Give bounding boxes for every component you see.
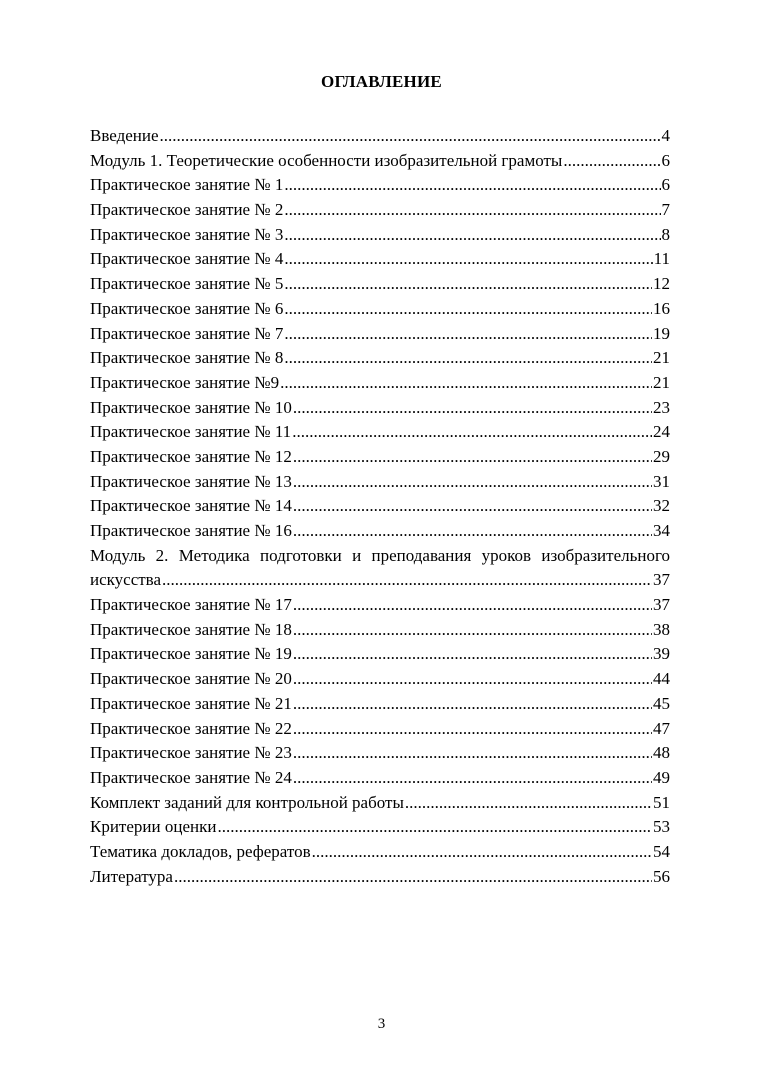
toc-leader-dots	[563, 149, 660, 174]
toc-entry[interactable]	[90, 642, 670, 667]
toc-entry-label: Практическое занятие № 21	[90, 693, 292, 713]
toc-entry-label: Практическое занятие № 8	[90, 348, 284, 368]
toc-entry[interactable]	[90, 396, 670, 421]
toc-entry-page: 45	[653, 693, 670, 713]
toc-entry[interactable]	[90, 667, 670, 692]
toc-entry-page: 37	[653, 595, 670, 615]
toc-leader-dots	[293, 642, 652, 667]
toc-entry[interactable]	[90, 494, 670, 519]
toc-leader-dots	[293, 766, 652, 791]
toc-entry-page: 4	[661, 126, 670, 145]
toc-leader-dots	[292, 420, 652, 445]
toc-entry-label: Практическое занятие № 7	[90, 323, 284, 343]
toc-entry-page: 32	[653, 496, 670, 516]
toc-entry[interactable]	[90, 766, 670, 791]
toc-leader-dots	[162, 568, 652, 593]
toc-entry-label: Практическое занятие № 22	[90, 718, 292, 738]
toc-entry[interactable]	[90, 865, 670, 890]
toc-entry[interactable]	[90, 272, 670, 297]
toc-entry-label: Модуль 1. Теоретические особенности изобразительной грамоты	[90, 150, 563, 170]
toc-leader-dots	[293, 692, 652, 717]
toc-entry-page: 19	[653, 323, 670, 343]
toc-entry[interactable]	[90, 124, 670, 149]
toc-entry[interactable]	[90, 173, 670, 198]
toc-leader-dots	[174, 865, 652, 890]
toc-leader-dots	[284, 247, 652, 272]
toc-entry-page: 11	[653, 249, 670, 269]
toc-entry[interactable]	[90, 519, 670, 544]
toc-leader-dots	[160, 124, 661, 149]
toc-entry-label: Практическое занятие № 1	[90, 175, 284, 195]
toc-entry-page: 48	[653, 743, 670, 763]
toc-leader-dots	[284, 346, 652, 371]
toc-entry-page: 29	[653, 446, 670, 466]
toc-entry-page: 38	[653, 619, 670, 639]
toc-entry[interactable]	[90, 297, 670, 322]
toc-leader-dots	[293, 717, 652, 742]
toc-entry-page: 56	[653, 866, 670, 886]
toc-leader-dots	[217, 815, 652, 840]
toc-entry-page: 31	[653, 471, 670, 491]
toc-entry-page: 21	[653, 372, 670, 392]
toc-entry-label: Практическое занятие № 24	[90, 767, 292, 787]
page-number: 3	[377, 1016, 386, 1032]
toc-entry-label: Критерии оценки	[90, 817, 217, 837]
toc-entry-label: Тематика докладов, рефератов	[90, 841, 311, 861]
toc-entry-page: 49	[653, 767, 670, 787]
toc-entry-page: 7	[661, 200, 670, 220]
toc-leader-dots	[284, 223, 660, 248]
toc-entry-page: 6	[661, 175, 670, 195]
toc-leader-dots	[293, 667, 652, 692]
toc-entry[interactable]	[90, 692, 670, 717]
toc-entry-page: 16	[653, 298, 670, 318]
toc-entry-label: Практическое занятие № 3	[90, 224, 284, 244]
toc-entry[interactable]	[90, 346, 670, 371]
toc-entry-page: 12	[653, 274, 670, 294]
toc-entry-label: Практическое занятие № 16	[90, 521, 292, 540]
toc-entry-label: Практическое занятие № 11	[90, 422, 292, 442]
toc-leader-dots	[284, 198, 660, 223]
toc-entry[interactable]	[90, 198, 670, 223]
toc-entry-label: Практическое занятие № 5	[90, 274, 284, 294]
toc-entry-page: 23	[653, 397, 670, 417]
toc-entry[interactable]	[90, 149, 670, 174]
toc-leader-dots	[293, 445, 652, 470]
toc-entry[interactable]	[90, 223, 670, 248]
toc-entry-page: 39	[653, 644, 670, 664]
toc-entry[interactable]	[90, 593, 670, 618]
toc-leader-dots	[280, 371, 652, 396]
toc-entry-label: Модуль 2. Методика подготовки и преподавания уроков изобразительного	[90, 545, 670, 565]
toc-entry-page: 47	[653, 718, 670, 738]
toc-leader-dots	[405, 791, 652, 816]
toc-entry-page: 37	[653, 570, 670, 590]
toc-entry-label: Практическое занятие № 10	[90, 397, 292, 417]
toc-entry-label: Практическое занятие № 12	[90, 446, 292, 466]
toc-entry-label: Практическое занятие № 2	[90, 200, 284, 220]
toc-leader-dots	[293, 396, 652, 421]
toc-entry-label: Практическое занятие №9	[90, 372, 280, 392]
toc-entry-page: 51	[653, 792, 670, 812]
toc-entry-label: Литература	[90, 866, 173, 886]
table-of-contents	[90, 124, 670, 889]
toc-entry[interactable]	[90, 791, 670, 816]
toc-leader-dots	[293, 470, 652, 495]
toc-entry[interactable]	[90, 840, 670, 865]
toc-entry-page: 54	[653, 841, 670, 861]
toc-entry[interactable]	[90, 470, 670, 495]
toc-entry-label: Практическое занятие № 23	[90, 743, 292, 763]
toc-leader-dots	[284, 297, 652, 322]
toc-entry-label: искусства	[90, 570, 162, 590]
toc-entry[interactable]	[90, 445, 670, 470]
toc-entry-page: 24	[653, 422, 670, 442]
toc-entry-page: 44	[653, 669, 670, 689]
toc-entry-page: 34	[653, 521, 670, 540]
page-title: ОГЛАВЛЕНИЕ	[321, 72, 442, 91]
toc-entry-label: Практическое занятие № 4	[90, 249, 284, 269]
toc-entry-label: Практическое занятие № 6	[90, 298, 284, 318]
toc-entry[interactable]	[90, 568, 670, 593]
toc-leader-dots	[293, 494, 652, 519]
toc-entry-page: 53	[653, 817, 670, 837]
toc-leader-dots	[293, 741, 652, 766]
toc-leader-dots	[293, 593, 652, 618]
toc-entry[interactable]	[90, 717, 670, 742]
toc-leader-dots	[293, 618, 652, 643]
toc-entry-label: Практическое занятие № 13	[90, 471, 292, 491]
toc-entry-label: Практическое занятие № 18	[90, 619, 292, 639]
toc-entry-page: 21	[653, 348, 670, 368]
toc-entry-label: Практическое занятие № 17	[90, 595, 292, 615]
toc-leader-dots	[284, 173, 660, 198]
toc-entry[interactable]	[90, 371, 670, 396]
toc-entry-label: Практическое занятие № 14	[90, 496, 292, 516]
toc-entry-label: Практическое занятие № 20	[90, 669, 292, 689]
toc-entry[interactable]	[90, 544, 670, 569]
toc-entry[interactable]	[90, 618, 670, 643]
toc-entry-label: Введение	[90, 126, 159, 145]
toc-entry[interactable]	[90, 420, 670, 445]
toc-leader-dots	[293, 519, 652, 544]
toc-entry[interactable]	[90, 815, 670, 840]
toc-entry-page: 8	[661, 224, 670, 244]
toc-leader-dots	[312, 840, 652, 865]
toc-entry-label: Практическое занятие № 19	[90, 644, 292, 664]
toc-entry[interactable]	[90, 322, 670, 347]
toc-leader-dots	[284, 272, 652, 297]
toc-entry-page: 6	[661, 150, 670, 170]
toc-leader-dots	[284, 322, 652, 347]
toc-entry-label: Комплект заданий для контрольной работы	[90, 792, 404, 812]
toc-entry[interactable]	[90, 741, 670, 766]
toc-entry[interactable]	[90, 247, 670, 272]
